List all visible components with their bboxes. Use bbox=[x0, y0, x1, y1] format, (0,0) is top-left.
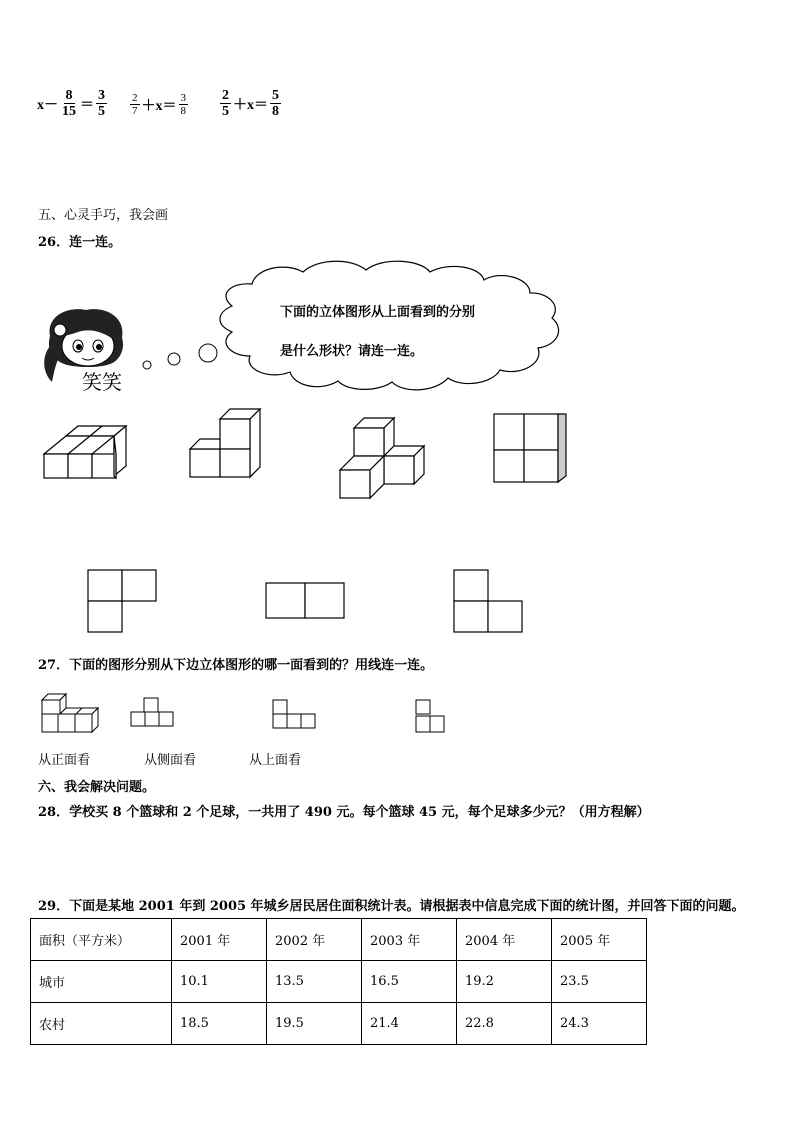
bubble-dot-medium bbox=[168, 353, 180, 365]
table-cell: 城市 bbox=[31, 961, 172, 1003]
question-29-text: 29．下面是某地 2001 年到 2005 年城乡居民居住面积统计表。请根据表中信息完成下面的统计图，并回答下面的问题。 bbox=[38, 899, 745, 914]
table-cell: 13.5 bbox=[267, 961, 362, 1003]
table-header-cell: 2004 年 bbox=[457, 919, 552, 961]
question-27-title: 27．下面的图形分别从下边立体图形的哪一面看到的？用线连一连。 bbox=[38, 658, 434, 673]
table-cell: 19.2 bbox=[457, 961, 552, 1003]
housing-area-table bbox=[30, 918, 647, 1045]
section-five-title: 五、心灵手巧，我会画 bbox=[38, 208, 169, 223]
equation-1: x－ $\frac{8}{15}$ ＝ $\frac{3}{5}$ bbox=[37, 88, 105, 119]
table-cell: 10.1 bbox=[172, 961, 267, 1003]
view-label-front: 从正面看 bbox=[38, 753, 91, 768]
solid-figure-3 bbox=[338, 412, 428, 502]
view-label-top: 从上面看 bbox=[249, 753, 302, 768]
table-header-row bbox=[31, 919, 647, 961]
bubble-text-line-1: 下面的立体图形从上面看到的分别 bbox=[280, 305, 476, 320]
top-view-shape-2 bbox=[265, 582, 355, 622]
table-cell: 21.4 bbox=[362, 1003, 457, 1045]
table-cell: 19.5 bbox=[267, 1003, 362, 1045]
solid-figure-1 bbox=[42, 422, 132, 482]
equation-1-lead: x－ bbox=[37, 97, 58, 113]
bubble-dot-small bbox=[143, 361, 151, 369]
table-cell: 18.5 bbox=[172, 1003, 267, 1045]
view-shape-q27-3 bbox=[414, 698, 448, 738]
table-row bbox=[31, 961, 647, 1003]
view-shape-q27-1 bbox=[130, 696, 180, 732]
equation-2: $\frac{2}{7}$ ＋x＝ $\frac{3}{8}$ bbox=[132, 92, 186, 117]
fraction: $\frac{2}{5}$ bbox=[222, 88, 229, 119]
fraction: $\frac{5}{8}$ bbox=[272, 88, 279, 119]
table-cell: 22.8 bbox=[457, 1003, 552, 1045]
fraction: $\frac{3}{8}$ bbox=[180, 92, 186, 117]
view-shape-q27-2 bbox=[271, 698, 321, 734]
table-row bbox=[31, 1003, 647, 1045]
table-header-cell: 2003 年 bbox=[362, 919, 457, 961]
section-six-title: 六、我会解决问题。 bbox=[38, 780, 156, 795]
bubble-text-line-2: 是什么形状？请连一连。 bbox=[280, 344, 424, 359]
solid-figure-q27 bbox=[38, 692, 104, 736]
table-header-cell: 2002 年 bbox=[267, 919, 362, 961]
question-26-title: 26．连一连。 bbox=[38, 235, 122, 250]
table-header-cell: 面积（平方米） bbox=[31, 919, 172, 961]
solid-figure-4 bbox=[492, 412, 572, 492]
question-28-text: 28．学校买 8 个篮球和 2 个足球，一共用了 490 元。每个篮球 45 元，每个足球多少元？（用方程解） bbox=[38, 805, 650, 820]
table-cell: 23.5 bbox=[552, 961, 647, 1003]
table-cell: 农村 bbox=[31, 1003, 172, 1045]
table-cell: 24.3 bbox=[552, 1003, 647, 1045]
view-label-side: 从侧面看 bbox=[144, 753, 197, 768]
top-view-shape-3 bbox=[453, 569, 533, 639]
fraction: $\frac{8}{15}$ bbox=[62, 88, 76, 119]
fraction: $\frac{2}{7}$ bbox=[132, 92, 138, 117]
bubble-dot-large bbox=[199, 344, 217, 362]
girl-name-label: 笑笑 bbox=[82, 370, 122, 394]
table-cell: 16.5 bbox=[362, 961, 457, 1003]
solid-figure-2 bbox=[188, 403, 268, 483]
table-header-cell: 2005 年 bbox=[552, 919, 647, 961]
top-view-shape-1 bbox=[87, 569, 167, 639]
fraction: $\frac{3}{5}$ bbox=[98, 88, 105, 119]
table-header-cell: 2001 年 bbox=[172, 919, 267, 961]
equation-3: $\frac{2}{5}$ ＋x＝ $\frac{5}{8}$ bbox=[222, 88, 279, 119]
